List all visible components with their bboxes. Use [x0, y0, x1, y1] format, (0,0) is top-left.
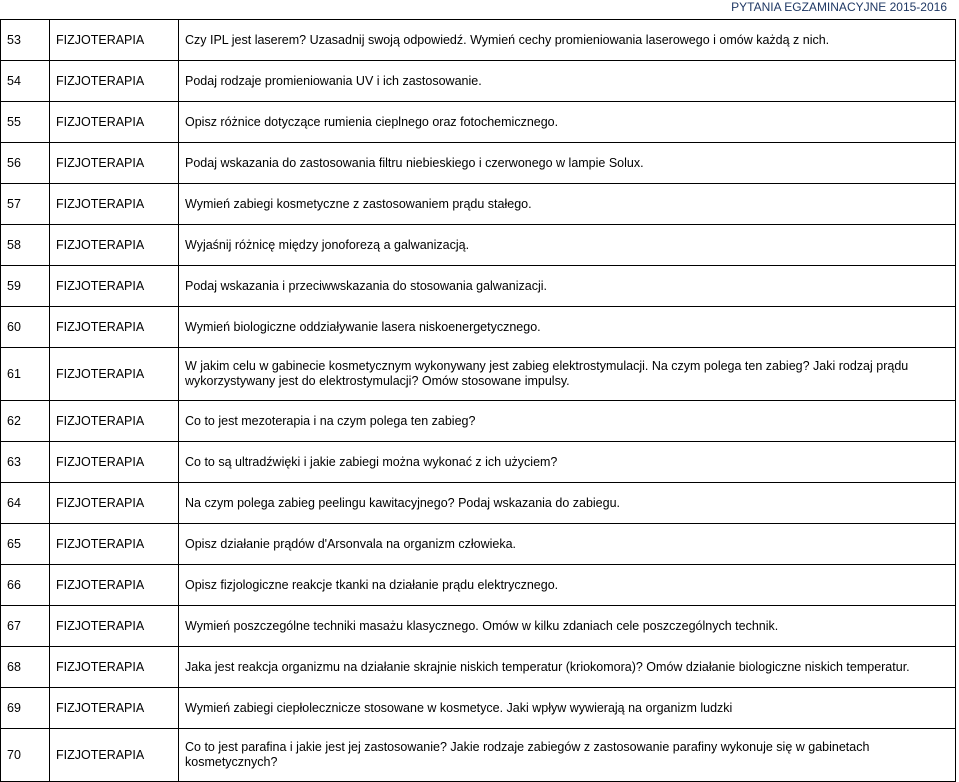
question-number: 65: [1, 524, 50, 565]
question-text: Czy IPL jest laserem? Uzasadnij swoją odpowiedź. Wymień cechy promieniowania laserowego i omów każdą z nich.: [179, 20, 956, 61]
question-category: FIZJOTERAPIA: [50, 688, 179, 729]
question-category: FIZJOTERAPIA: [50, 102, 179, 143]
questions-table: [0, 19, 956, 782]
question-text: Opisz fizjologiczne reakcje tkanki na działanie prądu elektrycznego.: [179, 565, 956, 606]
question-number: 69: [1, 688, 50, 729]
question-category: FIZJOTERAPIA: [50, 401, 179, 442]
question-text: Na czym polega zabieg peelingu kawitacyjnego? Podaj wskazania do zabiegu.: [179, 483, 956, 524]
question-number: 55: [1, 102, 50, 143]
question-category: FIZJOTERAPIA: [50, 729, 179, 782]
question-text: Opisz różnice dotyczące rumienia cieplnego oraz fotochemicznego.: [179, 102, 956, 143]
question-category: FIZJOTERAPIA: [50, 225, 179, 266]
question-category: FIZJOTERAPIA: [50, 61, 179, 102]
question-category: FIZJOTERAPIA: [50, 348, 179, 401]
table-row: [1, 606, 956, 647]
table-row: [1, 483, 956, 524]
question-category: FIZJOTERAPIA: [50, 606, 179, 647]
question-text: Co to są ultradźwięki i jakie zabiegi można wykonać z ich użyciem?: [179, 442, 956, 483]
question-number: 64: [1, 483, 50, 524]
table-row: [1, 266, 956, 307]
question-number: 56: [1, 143, 50, 184]
question-number: 66: [1, 565, 50, 606]
table-row: [1, 565, 956, 606]
table-row: [1, 184, 956, 225]
question-number: 63: [1, 442, 50, 483]
question-text: Wymień poszczególne techniki masażu klasycznego. Omów w kilku zdaniach cele poszczególnych technik.: [179, 606, 956, 647]
table-row: [1, 307, 956, 348]
question-text: Wyjaśnij różnicę między jonoforezą a galwanizacją.: [179, 225, 956, 266]
table-row: [1, 647, 956, 688]
table-row: [1, 729, 956, 782]
question-text: Wymień zabiegi kosmetyczne z zastosowaniem prądu stałego.: [179, 184, 956, 225]
table-row: [1, 688, 956, 729]
question-category: FIZJOTERAPIA: [50, 442, 179, 483]
question-number: 67: [1, 606, 50, 647]
page-header-title: PYTANIA EGZAMINACYJNE 2015-2016: [731, 0, 947, 14]
question-number: 53: [1, 20, 50, 61]
table-row: [1, 348, 956, 401]
question-category: FIZJOTERAPIA: [50, 483, 179, 524]
question-text: Opisz działanie prądów d'Arsonvala na organizm człowieka.: [179, 524, 956, 565]
table-row: [1, 102, 956, 143]
question-category: FIZJOTERAPIA: [50, 184, 179, 225]
table-row: [1, 20, 956, 61]
question-number: 59: [1, 266, 50, 307]
question-category: FIZJOTERAPIA: [50, 143, 179, 184]
question-text: Wymień zabiegi ciepłolecznicze stosowane w kosmetyce. Jaki wpływ wywierają na organizm ludzki: [179, 688, 956, 729]
table-row: [1, 401, 956, 442]
question-text: Wymień biologiczne oddziaływanie lasera niskoenergetycznego.: [179, 307, 956, 348]
question-category: FIZJOTERAPIA: [50, 307, 179, 348]
question-number: 70: [1, 729, 50, 782]
question-number: 57: [1, 184, 50, 225]
question-number: 54: [1, 61, 50, 102]
question-text: Jaka jest reakcja organizmu na działanie skrajnie niskich temperatur (kriokomora)? Omów działanie biologiczne niskich temperatur.: [179, 647, 956, 688]
question-number: 62: [1, 401, 50, 442]
question-text: Co to jest mezoterapia i na czym polega ten zabieg?: [179, 401, 956, 442]
question-text: Podaj wskazania do zastosowania filtru niebieskiego i czerwonego w lampie Solux.: [179, 143, 956, 184]
question-text: Podaj wskazania i przeciwwskazania do stosowania galwanizacji.: [179, 266, 956, 307]
question-category: FIZJOTERAPIA: [50, 524, 179, 565]
question-category: FIZJOTERAPIA: [50, 647, 179, 688]
question-text: W jakim celu w gabinecie kosmetycznym wykonywany jest zabieg elektrostymulacji. Na czym polega ten zabieg? Jaki rodzaj prądu wykorzystywany jest do elektrostymulacji? Omów stosowane impulsy.: [179, 348, 956, 401]
question-text: Co to jest parafina i jakie jest jej zastosowanie? Jakie rodzaje zabiegów z zastosowanie parafiny wykonuje się w gabinetach kosmetycznych?: [179, 729, 956, 782]
question-number: 68: [1, 647, 50, 688]
question-category: FIZJOTERAPIA: [50, 20, 179, 61]
question-category: FIZJOTERAPIA: [50, 565, 179, 606]
table-row: [1, 143, 956, 184]
question-number: 58: [1, 225, 50, 266]
table-row: [1, 442, 956, 483]
question-number: 60: [1, 307, 50, 348]
table-row: [1, 225, 956, 266]
question-number: 61: [1, 348, 50, 401]
table-row: [1, 524, 956, 565]
question-text: Podaj rodzaje promieniowania UV i ich zastosowanie.: [179, 61, 956, 102]
table-row: [1, 61, 956, 102]
question-category: FIZJOTERAPIA: [50, 266, 179, 307]
